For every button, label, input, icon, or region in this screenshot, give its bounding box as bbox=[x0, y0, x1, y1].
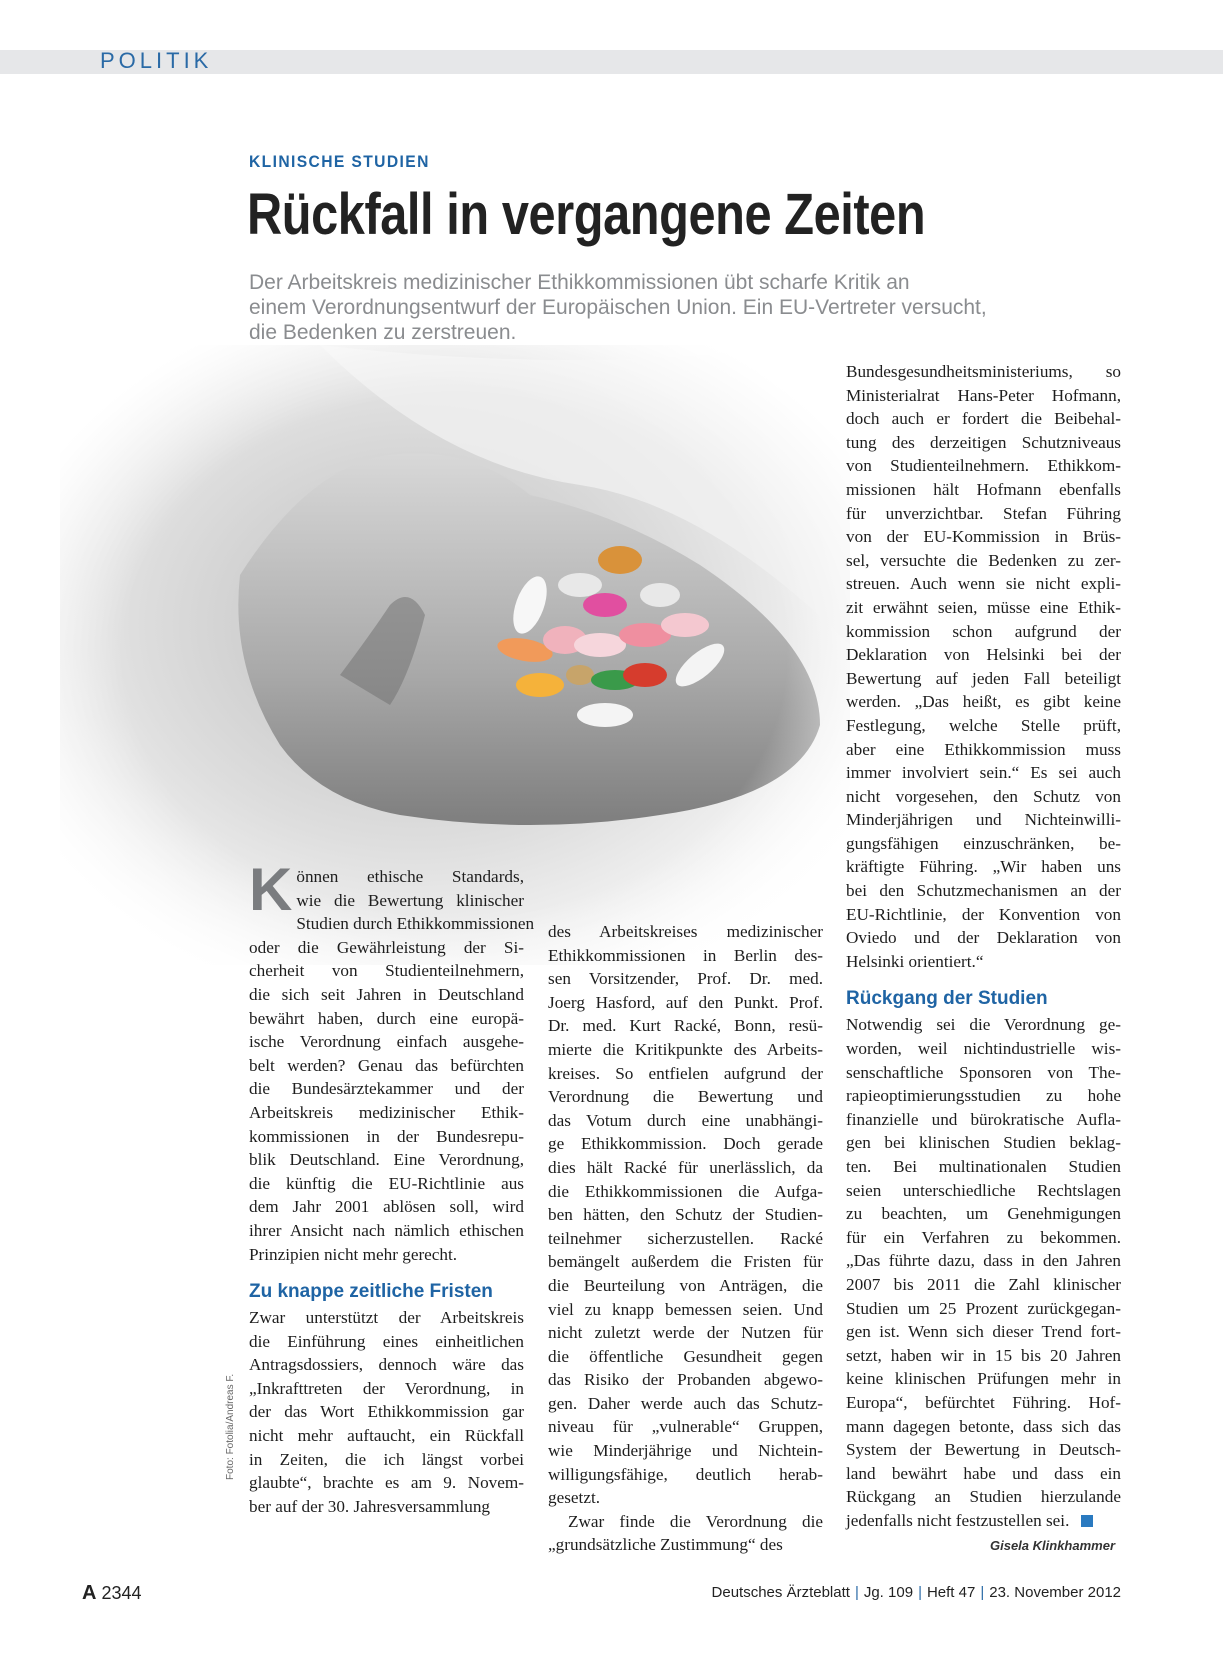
lead-line: die Bedenken zu zerstreuen. bbox=[249, 321, 517, 344]
text-line: missionen hält Hofmann ebenfalls bbox=[846, 479, 1121, 499]
text-line: ge Ethikkommission. Doch gerade bbox=[548, 1134, 823, 1154]
text-line: keine klinischen Prüfungen mehr in bbox=[846, 1369, 1121, 1389]
text-line: tung des derzeitigen Schutzniveaus bbox=[846, 432, 1121, 452]
text-line: System der Bewertung in Deutsch- bbox=[846, 1440, 1121, 1460]
text-line: Helsinki orientiert.“ bbox=[846, 951, 984, 971]
text-line: Bundesgesundheitsministeriums, so bbox=[846, 362, 1121, 381]
text-line: setzt, haben wir in 15 bis 20 Jahren bbox=[846, 1345, 1121, 1365]
section-label: POLITIK bbox=[100, 48, 213, 73]
text-line: jedenfalls nicht festzustellen sei. bbox=[846, 1509, 1121, 1533]
text-line: „Das führte dazu, dass in den Jahren bbox=[846, 1251, 1121, 1271]
text-line: Festlegung, welche Stelle prüft, bbox=[846, 715, 1121, 735]
text-line: das Risiko der Probanden abgewo- bbox=[548, 1370, 823, 1390]
text-line: wie die Bewertung klinischer bbox=[296, 890, 524, 910]
text-line: Rückgang an Studien hierzulande bbox=[846, 1487, 1121, 1507]
text-line: sel, versuchte die Bedenken zu zer- bbox=[846, 550, 1121, 570]
text-line: oder die Gewährleistung der Si- bbox=[249, 937, 524, 957]
article-column-2 bbox=[548, 920, 823, 1557]
text-line: „Inkrafttreten der Verordnung, in bbox=[249, 1378, 524, 1398]
text-line: Arbeitskreis medizinischer Ethik- bbox=[249, 1102, 524, 1122]
text-line: die öffentliche Gesundheit gegen bbox=[548, 1346, 823, 1366]
page-number-value: 2344 bbox=[101, 1583, 142, 1603]
text-line: ische Verordnung einfach ausgehe- bbox=[249, 1032, 524, 1052]
text-line: ben hätten, den Schutz der Studien- bbox=[548, 1205, 823, 1225]
headline: Rückfall in vergangene Zeiten bbox=[247, 182, 926, 247]
text-line: önnen ethische Standards, bbox=[296, 867, 524, 886]
text-line: die Bundesärztekammer und der bbox=[249, 1079, 524, 1099]
article-column-3 bbox=[846, 360, 1121, 1533]
text-line: senschaftliche Sponsoren von The- bbox=[846, 1062, 1121, 1082]
text-line: zit erwähnt seien, müsse eine Ethik- bbox=[846, 597, 1121, 617]
text-line: 2007 bis 2011 die Zahl klinischer bbox=[846, 1274, 1121, 1294]
text-line: streuen. Auch wenn sie nicht expli- bbox=[846, 574, 1121, 594]
footer-separator: | bbox=[980, 1584, 985, 1601]
text-line: ihrer Ansicht nach nämlich ethischen bbox=[249, 1220, 524, 1240]
text-line: Studien um 25 Prozent zurückgegan- bbox=[846, 1298, 1121, 1318]
text-line: Dr. med. Kurt Racké, Bonn, resü- bbox=[548, 1016, 823, 1036]
text-line: kräftigte Führing. „Wir haben uns bbox=[846, 857, 1121, 877]
text-line: die Ethikkommissionen die Aufga- bbox=[548, 1181, 823, 1201]
text-line: land bewährt habe und dass ein bbox=[846, 1463, 1121, 1483]
text-line: in Zeiten, die ich längst vorbei bbox=[249, 1449, 524, 1469]
text-line: der das Wort Ethikkommission gar bbox=[249, 1402, 524, 1422]
text-line: immer involviert sein.“ Es sei auch bbox=[846, 763, 1121, 783]
lead-line: Der Arbeitskreis medizinischer Ethikkommissionen übt scharfe Kritik an bbox=[249, 271, 910, 294]
text-line: bewährt haben, durch eine europä- bbox=[249, 1008, 524, 1028]
text-line: sen Vorsitzender, Prof. Dr. med. bbox=[548, 969, 823, 989]
text-line: rapieoptimierungsstudien zu hohe bbox=[846, 1086, 1121, 1106]
text-line: Joerg Hasford, auf den Punkt. Prof. bbox=[548, 992, 823, 1012]
text-line: Ministerialrat Hans-Peter Hofmann, bbox=[846, 385, 1121, 405]
text-line: niveau für „vulnerable“ Gruppen, bbox=[548, 1417, 823, 1437]
author-byline: Gisela Klinkhammer bbox=[990, 1538, 1115, 1553]
text-line: blik Deutschland. Eine Verordnung, bbox=[249, 1150, 524, 1170]
journal-issue: Heft 47 bbox=[926, 1584, 976, 1601]
text-line: nicht mehr auftaucht, ein Rückfall bbox=[249, 1426, 524, 1446]
text-line: seien unterschiedliche Rechtslagen bbox=[846, 1180, 1121, 1200]
text-line: für unverzichtbar. Stefan Führing bbox=[846, 503, 1121, 523]
text-line: Notwendig sei die Verordnung ge- bbox=[846, 1015, 1121, 1035]
text-line: worden, weil nichtindustrielle wis- bbox=[846, 1039, 1121, 1059]
text-line: gungsfähigen einzuschränken, be- bbox=[846, 833, 1121, 853]
text-line: für ein Verfahren zu bekommen. bbox=[846, 1227, 1121, 1247]
text-line: des Arbeitskreises medizinischer bbox=[548, 922, 823, 941]
text-line: dies hält Racké für unerlässlich, da bbox=[548, 1157, 823, 1177]
journal-volume: Jg. 109 bbox=[863, 1584, 914, 1601]
text-line: die sich seit Jahren in Deutschland bbox=[249, 984, 524, 1004]
kicker: KLINISCHE STUDIEN bbox=[249, 152, 430, 171]
text-line: Verordnung die Bewertung und bbox=[548, 1087, 823, 1107]
text-line: wie Minderjährige und Nichtein- bbox=[548, 1441, 823, 1461]
text-line: dem Jahr 2001 ablösen soll, wird bbox=[249, 1197, 524, 1217]
text-line: „grundsätzliche Zustimmung“ des bbox=[548, 1535, 783, 1555]
text-line: kreises. So entfielen aufgrund der bbox=[548, 1063, 823, 1083]
text-line: Bewertung auf jeden Fall beteiligt bbox=[846, 668, 1121, 688]
text-line: die Einführung eines einheitlichen bbox=[249, 1331, 524, 1351]
text-line: ber auf der 30. Jahresversammlung bbox=[249, 1496, 491, 1516]
footer-separator: | bbox=[918, 1584, 922, 1601]
text-line: von Studienteilnehmern. Ethikkom- bbox=[846, 456, 1121, 476]
page-number bbox=[82, 1582, 142, 1605]
page-prefix: A bbox=[82, 1582, 97, 1604]
text-line: kommission schon aufgrund der bbox=[846, 621, 1121, 641]
text-line: zu beachten, um Genehmigungen bbox=[846, 1204, 1121, 1224]
text-line: ten. Bei multinationalen Studien bbox=[846, 1157, 1121, 1176]
text-line: gen ist. Wenn sich dieser Trend fort- bbox=[846, 1322, 1121, 1342]
text-line: nicht zuletzt werde der Nutzen für bbox=[548, 1323, 823, 1343]
text-line: Zwar unterstützt der Arbeitskreis bbox=[249, 1308, 524, 1328]
text-line: werden. „Das heißt, es gibt keine bbox=[846, 692, 1121, 712]
text-line: die Beurteilung von Anträgen, die bbox=[548, 1275, 823, 1295]
text-line: Studien durch Ethikkommissionen bbox=[296, 914, 535, 934]
text-line: Antragsdossiers, dennoch wäre das bbox=[249, 1355, 524, 1375]
lead-paragraph bbox=[249, 270, 1109, 345]
text-line: Ethikkommissionen in Berlin des- bbox=[548, 945, 823, 965]
text-line: Prinzipien nicht mehr gerecht. bbox=[249, 1244, 458, 1264]
text-line: mann dagegen betonte, dass sich das bbox=[846, 1416, 1121, 1436]
text-line: nicht vorgesehen, den Schutz von bbox=[846, 786, 1121, 806]
journal-name: Deutsches Ärzteblatt bbox=[711, 1584, 850, 1601]
text-line: Minderjährigen und Nichteinwilli- bbox=[846, 810, 1121, 830]
text-line: cherheit von Studienteilnehmern, bbox=[249, 961, 524, 981]
text-line: willigungsfähige, deutlich herab- bbox=[548, 1464, 823, 1484]
text-line: Europa“, befürchtet Führing. Hof- bbox=[846, 1392, 1121, 1412]
text-line: EU-Richtlinie, der Konvention von bbox=[846, 904, 1121, 924]
subhead-fristen: Zu knappe zeitliche Fristen bbox=[249, 1281, 493, 1303]
text-line: viel zu knapp bemessen seien. Und bbox=[548, 1299, 823, 1319]
journal-footer bbox=[712, 1584, 1121, 1601]
lead-line: einem Verordnungsentwurf der Europäischen Union. Ein EU-Vertreter versucht, bbox=[249, 296, 987, 319]
text-line: gen bei klinischen Studien beklag- bbox=[846, 1133, 1121, 1153]
text-line: bemängelt außerdem die Fristen für bbox=[548, 1252, 823, 1272]
text-line: aber eine Ethikkommission muss bbox=[846, 739, 1121, 759]
text-line: belt werden? Genau das befürchten bbox=[249, 1055, 524, 1075]
text-line: von der EU-Kommission in Brüs- bbox=[846, 527, 1121, 547]
journal-date: 23. November 2012 bbox=[989, 1584, 1121, 1601]
text-line: finanzielle und bürokratische Aufla- bbox=[846, 1109, 1121, 1129]
subhead-rueckgang: Rückgang der Studien bbox=[846, 988, 1048, 1010]
article-column-1 bbox=[249, 856, 535, 1518]
text-line: Oviedo und der Deklaration von bbox=[846, 928, 1121, 948]
text-line: teilnehmer sicherzustellen. Racké bbox=[548, 1228, 823, 1248]
text-line: kommissionen in der Bundesrepu- bbox=[249, 1126, 524, 1146]
text-line: gesetzt. bbox=[548, 1488, 601, 1508]
drop-cap: K bbox=[249, 856, 293, 923]
text-line: Zwar finde die Verordnung die bbox=[568, 1511, 823, 1531]
photo-credit: Foto: Fotolia/Andreas F. bbox=[225, 1373, 236, 1480]
text-line: gen. Daher werde auch das Schutz- bbox=[548, 1393, 823, 1413]
text-line: bei den Schutzmechanismen an der bbox=[846, 881, 1121, 901]
text-line: die künftig die EU-Richtlinie aus bbox=[249, 1173, 524, 1193]
text-line: das Votum durch eine unabhängi- bbox=[548, 1110, 823, 1130]
text-line: mierte die Kritikpunkte des Arbeits- bbox=[548, 1039, 823, 1059]
text-line: Deklaration von Helsinki bei der bbox=[846, 645, 1121, 665]
end-mark-square bbox=[1081, 1515, 1093, 1527]
text-line: doch auch er fordert die Beibehal- bbox=[846, 409, 1121, 429]
footer-separator: | bbox=[854, 1584, 859, 1601]
text-line: glaubte“, brachte es am 9. Novem- bbox=[249, 1473, 524, 1493]
